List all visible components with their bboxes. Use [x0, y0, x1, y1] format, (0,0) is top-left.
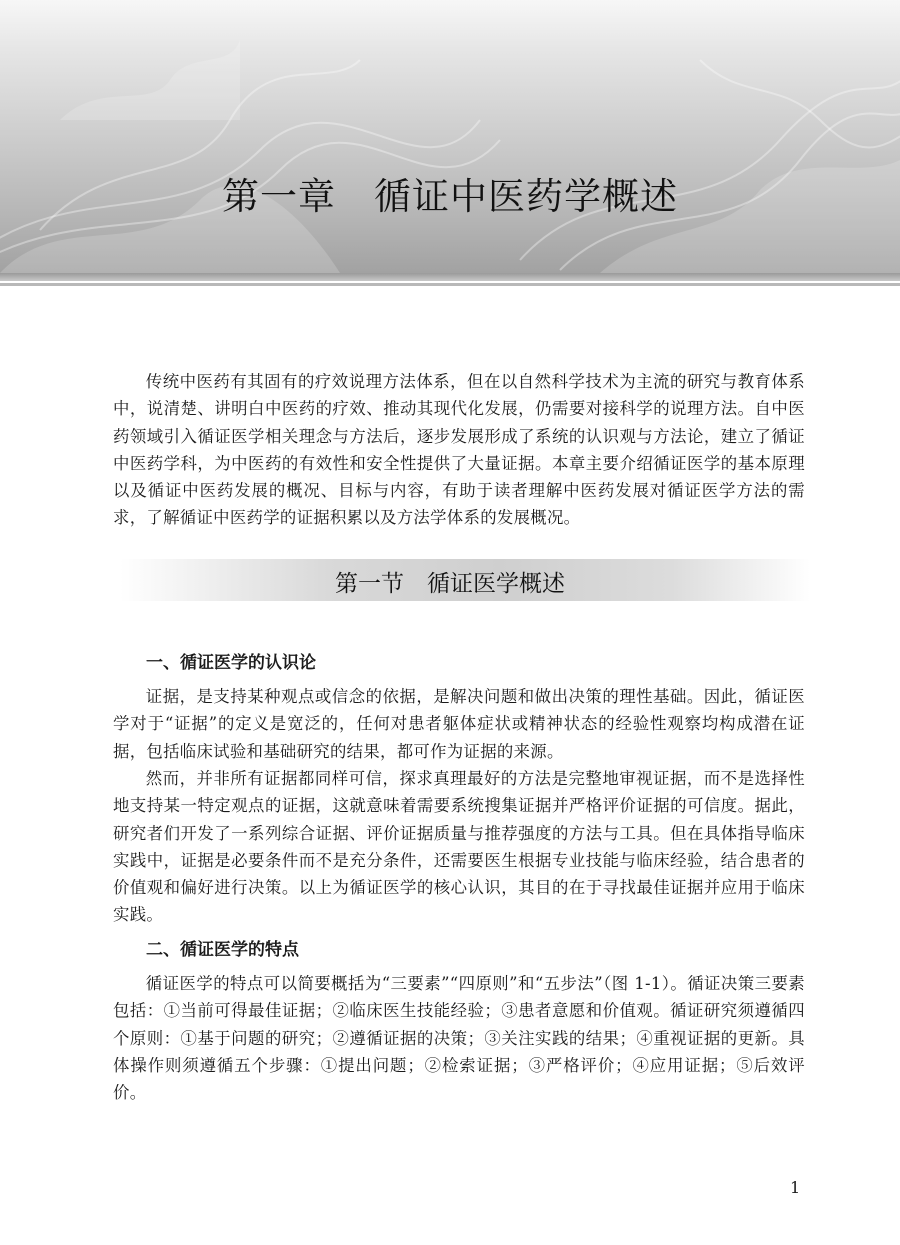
body-paragraph: 证据，是支持某种观点或信念的依据，是解决问题和做出决策的理性基础。因此，循证医学对于“证据”的定义是宽泛的，任何对患者躯体症状或精神状态的经验性观察均构成潜在证据，包括临床试验和基础研究的结果，都可作为证据的来源。: [113, 687, 805, 761]
body-paragraph: 循证医学的特点可以简要概括为“三要素”“四原则”和“五步法”（图 1-1）。循证决策三要素包括：①当前可得最佳证据；②临床医生技能经验；③患者意愿和价值观。循证研究须遵循四个原则：①基于问题的研究；②遵循证据的决策；③关注实践的结果；④重视证据的更新。具体操作则须遵循五个步骤：①提出问题；②检索证据；③严格评价；④应用证据；⑤后效评价。: [113, 974, 805, 1103]
subsection-heading: 二、循证医学的特点: [146, 940, 299, 960]
intro-paragraph: 传统中医药有其固有的疗效说理方法体系，但在以自然科学技术为主流的研究与教育体系中，说清楚、讲明白中医药的疗效、推动其现代化发展，仍需要对接科学的说理方法。自中医药领域引入循证医学相关理念与方法后，逐步发展形成了系统的认识观与方法论，建立了循证中医药学科，为中医药的有效性和安全性提供了大量证据。本章主要介绍循证医学的基本原理以及循证中医药发展的概况、目标与内容，有助于读者理解中医药发展对循证医学方法的需求，了解循证中医药学的证据积累以及方法学体系的发展概况。: [113, 372, 805, 528]
chapter-title: 第一章 循证中医药学概述: [222, 175, 678, 218]
page-number: 1: [790, 1178, 801, 1197]
wave-decoration: [0, 0, 900, 273]
banner-rule-thin: [0, 283, 900, 286]
body-paragraph: 然而，并非所有证据都同样可信，探求真理最好的方法是完整地审视证据，而不是选择性地支持某一特定观点的证据，这就意味着需要系统搜集证据并严格评价证据的可信度。据此，研究者们开发了一系列综合证据、评价证据质量与推荐强度的方法与工具。但在具体指导临床实践中，证据是必要条件而不是充分条件，还需要医生根据专业技能与临床经验，结合患者的价值观和偏好进行决策。以上为循证医学的核心认识，其目的在于寻找最佳证据并应用于临床实践。: [113, 769, 805, 925]
chapter-banner: [0, 0, 900, 273]
banner-rule: [0, 273, 900, 281]
subsection-heading: 一、循证医学的认识论: [146, 653, 316, 673]
section-title: 第一节 循证医学概述: [335, 571, 565, 597]
